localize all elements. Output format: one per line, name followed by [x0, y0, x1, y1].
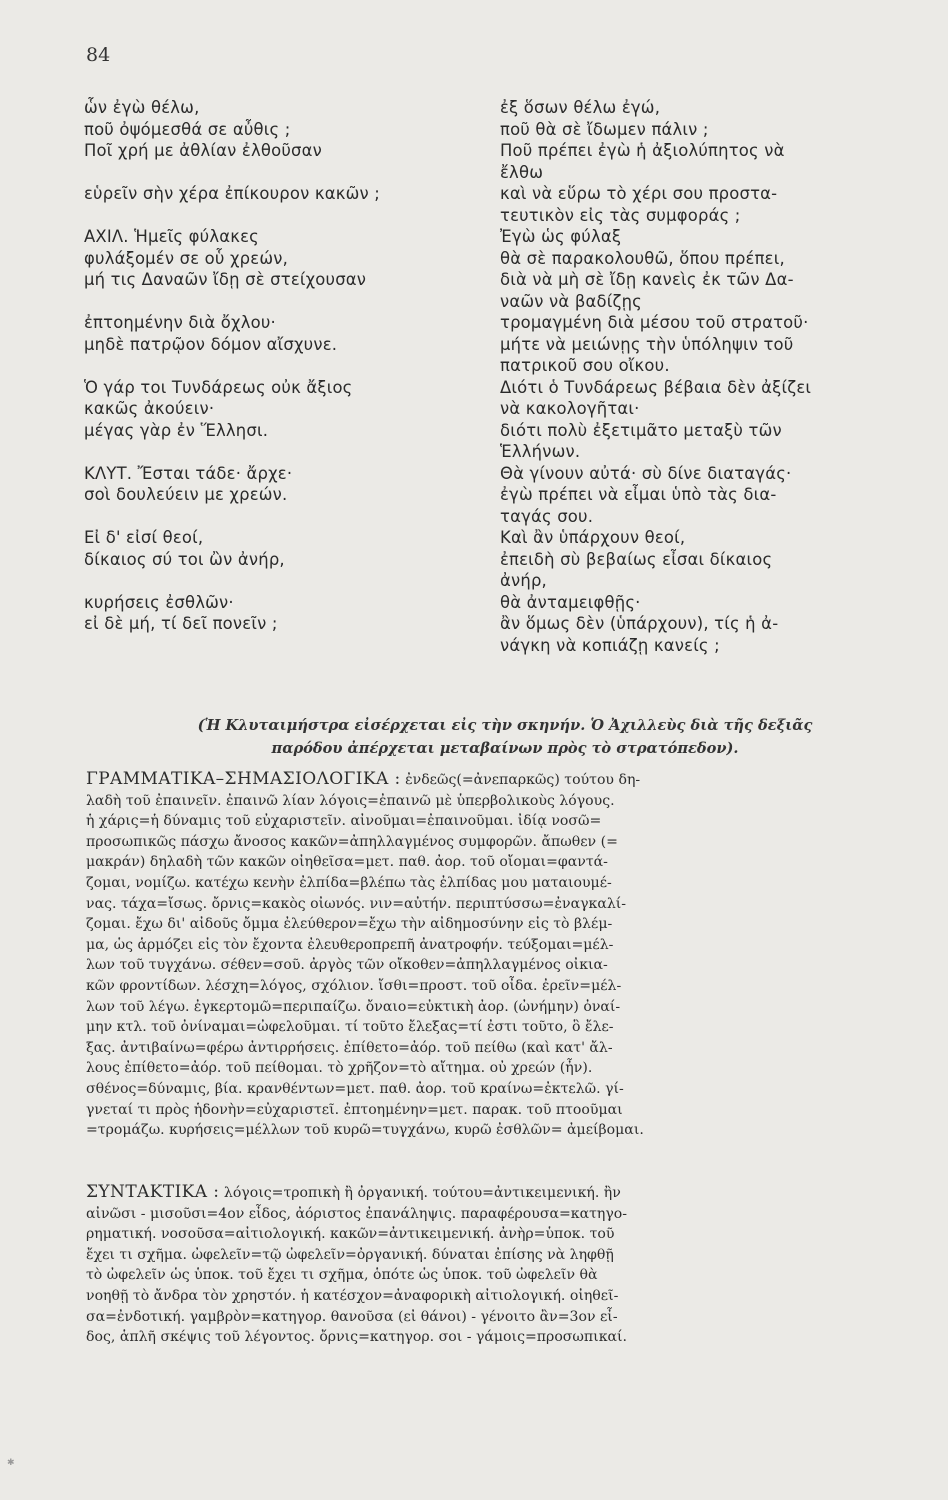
stage-direction-line: παρόδου ἀπέρχεται μεταβαίνων πρὸς τὸ στρατόπεδον). — [271, 740, 739, 757]
ancient-greek-line: μέγας γὰρ ἐν Ἕλλησι. — [84, 420, 269, 440]
translation-line: καὶ νὰ εὕρω τὸ χέρι σου προστα- — [500, 184, 778, 203]
text-row — [84, 635, 924, 657]
ancient-greek-line — [84, 355, 500, 377]
translation-line: ἂν ὅμως δὲν (ὑπάρχουν), τίς ἡ ἀ- — [500, 614, 779, 633]
page-number: 84 — [86, 44, 111, 66]
note-line: μα, ὡς ἁρμόζει εἰς τὸν ἔχοντα ἐλευθεροπρεπῆ ἀνατροφήν. τεύξομαι=μέλ- — [86, 936, 614, 953]
text-row — [84, 420, 924, 442]
grammar-notes-body — [86, 772, 922, 1141]
translation-line: πατρικοῦ σου οἴκου. — [500, 356, 670, 375]
note-line: κῶν φροντίδων. λέσχη=λόγος, σχόλιον. ἴσθι=προστ. τοῦ οἶδα. ἐρεῖν=μέλ- — [86, 977, 622, 994]
parallel-text — [84, 97, 924, 656]
text-row — [84, 183, 924, 205]
note-line: μακράν) δηλαδὴ τῶν κακῶν οἰηθεῖσα=μετ. παθ. ἀορ. τοῦ οἴομαι=φαντά- — [86, 854, 608, 871]
note-line: σα=ἐνδοτική. γαμβρὸν=κατηγορ. θανοῦσα (εἰ θάνοι) - γένοιτο ἂν=3ον εἶ- — [86, 1308, 618, 1325]
ancient-greek-line: σοὶ δουλεύειν με χρεών. — [84, 485, 288, 504]
syntax-notes-body — [86, 1185, 922, 1348]
text-row — [84, 162, 924, 184]
translation-line: νάγκη νὰ κοπιάζῃ κανείς ; — [500, 635, 720, 655]
note-line: λους ἐπίθετο=ἀόρ. τοῦ πείθομαι. τὸ χρῆζον=τὸ αἴτημα. οὐ χρεών (ἦν). — [86, 1060, 593, 1077]
note-line: νας. τάχα=ἴσως. ὄρνις=κακὸς οἰωνός. νιν=αὐτήν. περιπτύσσω=ἐναγκαλί- — [86, 895, 627, 912]
ancient-greek-line: ἐπτοημένην διὰ ὄχλου· — [84, 313, 276, 332]
text-row — [84, 248, 924, 270]
translation-line: Διότι ὁ Τυνδάρεως βέβαια δὲν ἀξίζει — [500, 377, 812, 397]
text-row — [84, 205, 924, 227]
ancient-greek-line: ὧν ἐγὼ θέλω, — [84, 98, 200, 117]
translation-line: Θὰ γίνουν αὐτά· σὺ δίνε διαταγάς· — [500, 463, 792, 483]
note-line: ἡ χάρις=ἡ δύναμις τοῦ εὐχαριστεῖν. αἰνοῦμαι=ἐπαινοῦμαι. ἰδίᾳ νοσῶ= — [86, 813, 602, 830]
note-line: λων τοῦ τυγχάνω. σέθεν=σοῦ. ἀργὸς τῶν οἴκοθεν=ἀπηλλαγμένος οἰκια- — [86, 957, 608, 974]
translation-line: θὰ σὲ παρακολουθῶ, ὅπου πρέπει, — [500, 248, 785, 268]
note-line: σθένος=δύναμις, βία. κρανθέντων=μετ. παθ. ἀορ. τοῦ κραίνω=ἐκτελῶ. γί- — [86, 1080, 624, 1097]
translation-line: ἐγὼ πρέπει νὰ εἶμαι ὑπὸ τὰς δια- — [500, 485, 777, 504]
ancient-greek-line: κυρήσεις ἐσθλῶν· — [84, 592, 234, 612]
text-row — [84, 613, 924, 635]
translation-line: Ἑλλήνων. — [500, 442, 581, 461]
ancient-greek-line: ΚΛΥΤ. Ἔσται τάδε· ἄρχε· — [84, 463, 293, 483]
note-line: λων τοῦ λέγω. ἐγκερτομῶ=περιπαίζω. ὄναιο=εὐκτικὴ ἀορ. (ὠνήμην) ὀναί- — [86, 998, 621, 1015]
ancient-greek-line — [84, 635, 500, 657]
text-row — [84, 484, 924, 506]
text-row — [84, 226, 924, 248]
ancient-greek-line — [84, 441, 500, 463]
translation-line: μήτε νὰ μειώνῃς τὴν ὑπόληψιν τοῦ — [500, 334, 794, 354]
note-line: =τρομάζω. κυρήσεις=μέλλων τοῦ κυρῶ=τυγχάνω, κυρῶ ἐσθλῶν= ἀμείβομαι. — [86, 1122, 644, 1139]
note-line: λόγοις=τροπικὴ ἢ ὀργανική. τούτου=ἀντικειμενική. ἢν — [223, 1185, 621, 1201]
text-row — [84, 355, 924, 377]
ancient-greek-line: φυλάξομέν σε οὗ χρεών, — [84, 248, 289, 268]
text-row — [84, 527, 924, 549]
ancient-greek-line: μηδὲ πατρῷον δόμον αἴσχυνε. — [84, 334, 338, 354]
text-row — [84, 140, 924, 162]
ancient-greek-line: εὑρεῖν σὴν χέρα ἐπίκουρον κακῶν ; — [84, 184, 380, 203]
note-line: λαδὴ τοῦ ἐπαινεῖν. ἐπαινῶ λίαν λόγοις=ἐπαινῶ μὲ ὑπερβολικοὺς λόγους. — [86, 792, 615, 809]
syntax-notes — [86, 1182, 922, 1348]
text-row — [84, 291, 924, 313]
translation-line: τρομαγμένη διὰ μέσου τοῦ στρατοῦ· — [500, 313, 809, 332]
note-line: τὸ ὠφελεῖν ὡς ὑποκ. τοῦ ἔχει τι σχῆμα, ὁπότε ὡς ὑποκ. τοῦ ὠφελεῖν θὰ — [86, 1267, 598, 1284]
note-line: ρηματική. νοσοῦσα=αἰτιολογική. κακῶν=ἀντικειμενική. ἀνὴρ=ὑποκ. τοῦ — [86, 1226, 615, 1243]
ancient-greek-line: δίκαιος σύ τοι ὢν ἀνήρ, — [84, 549, 285, 569]
note-line: ξας. ἀντιβαίνω=φέρω ἀντιρρήσεις. ἐπίθετο=ἀόρ. τοῦ πείθω (καὶ κατ' ἄλ- — [86, 1039, 613, 1056]
ancient-greek-line: μή τις Δαναῶν ἴδῃ σὲ στείχουσαν — [84, 270, 367, 289]
ancient-greek-line: Εἰ δ' εἰσί θεοί, — [84, 528, 204, 547]
text-row — [84, 592, 924, 614]
translation-line: διότι πολὺ ἐξετιμᾶτο μεταξὺ τῶν — [500, 420, 782, 440]
ancient-greek-line — [84, 291, 500, 313]
ancient-greek-line: εἰ δὲ μή, τί δεῖ πονεῖν ; — [84, 614, 278, 633]
grammar-heading: ΓΡΑΜΜΑΤΙΚΑ–ΣΗΜΑΣΙΟΛΟΓΙΚΑ : — [86, 769, 401, 789]
note-line: ἐνδεῶς(=ἀνεπαρκῶς) τούτου δη- — [405, 772, 641, 788]
text-row — [84, 463, 924, 485]
scan-mark: ✱ — [7, 1458, 15, 1468]
translation-line: τευτικὸν εἰς τὰς συμφοράς ; — [500, 205, 741, 225]
ancient-greek-line: Ποῖ χρή με ἀθλίαν ἐλθοῦσαν — [84, 141, 322, 160]
translation-line: διὰ νὰ μὴ σὲ ἴδῃ κανεὶς ἐκ τῶν Δα- — [500, 270, 794, 289]
note-line: δος, ἁπλῆ σκέψις τοῦ λέγοντος. ὄρνις=κατηγορ. σοι - γάμοις=προσωπικαί. — [86, 1329, 628, 1346]
text-row — [84, 549, 924, 571]
ancient-greek-line: κακῶς ἀκούειν· — [84, 399, 215, 418]
translation-line: ναῶν νὰ βαδίζῃς — [500, 291, 642, 311]
ancient-greek-line — [84, 162, 500, 184]
translation-line: ἔλθω — [500, 162, 544, 182]
text-row — [84, 312, 924, 334]
translation-line: θὰ ἀνταμειφθῇς· — [500, 592, 641, 612]
translation-line: ἀνήρ, — [500, 571, 547, 590]
text-row — [84, 441, 924, 463]
text-row — [84, 269, 924, 291]
note-line: προσωπικῶς πάσχω ἄνοσος κακῶν=ἀπηλλαγμένος συμφορῶν. ἄπωθεν (= — [86, 833, 618, 850]
ancient-greek-line — [84, 506, 500, 528]
syntax-heading: ΣΥΝΤΑΚΤΙΚΑ : — [86, 1182, 220, 1202]
translation-line: Ἐγὼ ὡς φύλαξ — [500, 227, 622, 246]
translation-line: ποῦ θὰ σὲ ἴδωμεν πάλιν ; — [500, 119, 709, 139]
translation-line: ταγάς σου. — [500, 506, 594, 526]
note-line: γνεταί τι πρὸς ἡδονὴν=εὐχαριστεῖ. ἐπτοημένην=μετ. παρακ. τοῦ πτοοῦμαι — [86, 1101, 623, 1118]
text-row — [84, 398, 924, 420]
ancient-greek-line — [84, 570, 500, 592]
translation-line: ἐξ ὅσων θέλω ἐγώ, — [500, 98, 661, 117]
ancient-greek-line: ποῦ ὀψόμεσθά σε αὖθις ; — [84, 119, 291, 139]
text-row — [84, 377, 924, 399]
stage-direction — [86, 714, 924, 760]
translation-line: Καὶ ἂν ὑπάρχουν θεοί, — [500, 528, 686, 547]
ancient-greek-line: Ὁ γάρ τοι Τυνδάρεως οὐκ ἄξιος — [84, 377, 353, 397]
text-row — [84, 334, 924, 356]
note-line: ἔχει τι σχῆμα. ὠφελεῖν=τῷ ὠφελεῖν=ὀργανική. δύναται ἐπίσης νὰ ληφθῇ — [86, 1246, 614, 1263]
note-line: νοηθῇ τὸ ἄνδρα τὸν χρηστόν. ἡ κατέσχον=ἀναφορικὴ αἰτιολογική. οἰηθεῖ- — [86, 1287, 619, 1304]
note-line: ζομαι, νομίζω. κατέχω κενὴν ἐλπίδα=βλέπω τὰς ἐλπίδας μου ματαιουμέ- — [86, 874, 612, 891]
translation-line: Ποῦ πρέπει ἐγὼ ἡ ἀξιολύπητος νὰ — [500, 141, 785, 160]
translation-line: νὰ κακολογῆται· — [500, 399, 640, 418]
note-line: αἰνῶσι - μισοῦσι=4ον εἶδος, ἀόριστος ἐπανάληψις. παραφέρουσα=κατηγο- — [86, 1205, 628, 1222]
text-row — [84, 119, 924, 141]
text-row — [84, 570, 924, 592]
translation-line: ἐπειδὴ σὺ βεβαίως εἶσαι δίκαιος — [500, 549, 773, 569]
grammar-notes — [86, 769, 922, 1141]
stage-direction-line: (Ἡ Κλυταιμήστρα εἰσέρχεται εἰς τὴν σκηνήν. Ὁ Ἀχιλλεὺς διὰ τῆς δεξιᾶς — [197, 717, 813, 734]
ancient-greek-line — [84, 205, 500, 227]
note-line: ζομαι. ἔχω δι' αἰδοῦς ὄμμα ἐλεύθερον=ἔχω τὴν αἰδημοσύνην εἰς τὸ βλέμ- — [86, 916, 613, 933]
text-row — [84, 506, 924, 528]
note-line: μην κτλ. τοῦ ὀνίναμαι=ὠφελοῦμαι. τί τοῦτο ἔλεξας=τί ἐστι τοῦτο, ὃ ἔλε- — [86, 1019, 614, 1036]
text-row — [84, 97, 924, 119]
ancient-greek-line: ΑΧΙΛ. Ἡμεῖς φύλακες — [84, 227, 260, 246]
